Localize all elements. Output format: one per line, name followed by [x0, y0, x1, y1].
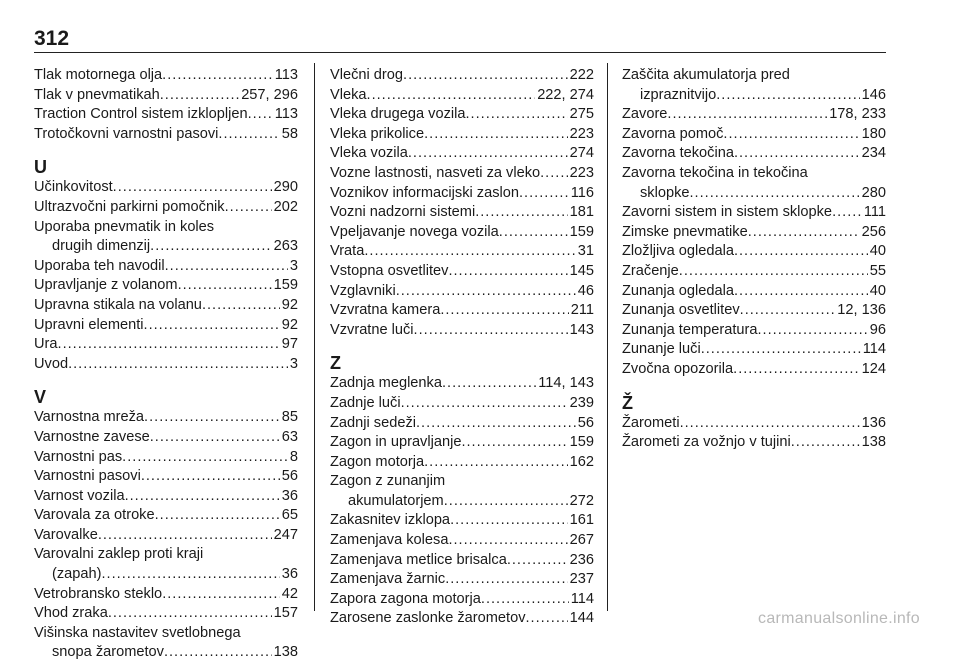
dot-leader [526, 609, 568, 629]
entry-label: Zunanje luči [622, 341, 701, 358]
dot-leader [507, 551, 568, 571]
index-entry [622, 414, 886, 434]
entry-page-numbers: 111 [863, 204, 886, 221]
entry-page-numbers: 92 [281, 296, 298, 313]
dot-leader [667, 105, 827, 125]
entry-page-numbers: 211 [570, 302, 594, 319]
dot-leader [679, 262, 868, 282]
entry-page-numbers: 159 [569, 223, 594, 240]
entry-label: Zunanja temperatura [622, 321, 758, 338]
entry-label: Varnostni pasovi [34, 468, 141, 485]
entry-page-numbers: 40 [869, 282, 886, 299]
entry-page-numbers: 12, 136 [837, 302, 886, 319]
dot-leader [58, 335, 280, 355]
index-entry [34, 296, 298, 316]
entry-label: Vstopna osvetlitev [330, 262, 449, 279]
entry-page-numbers: 40 [869, 243, 886, 260]
entry-label: Zagon motorja [330, 453, 425, 470]
entry-label: Traction Control sistem izklopljen [34, 106, 248, 123]
entry-label: Vleka prikolice [330, 125, 425, 142]
entry-page-numbers: 55 [869, 262, 886, 279]
index-column-2 [330, 66, 594, 629]
entry-page-numbers: 256 [861, 223, 886, 240]
entry-page-numbers: 31 [577, 243, 594, 260]
dot-leader [125, 487, 280, 507]
section-letter: V [34, 387, 47, 408]
index-entry [330, 105, 594, 125]
dot-leader [202, 296, 280, 316]
entry-label: snopa žarometov [52, 644, 164, 661]
header-rule [34, 52, 886, 53]
entry-page-numbers: 272 [569, 492, 594, 509]
dot-leader [734, 144, 860, 164]
index-entry [622, 321, 886, 341]
entry-label: Vleka [330, 86, 367, 103]
entry-page-numbers: 3 [289, 257, 298, 274]
entry-label: Zavorna pomoč [622, 125, 724, 142]
index-entry [622, 86, 886, 106]
dot-leader [450, 511, 568, 531]
index-entry [330, 301, 594, 321]
entry-label: Vzvratna kamera [330, 302, 441, 319]
index-entry [330, 66, 594, 86]
entry-page-numbers: 275 [569, 106, 594, 123]
entry-label: (zapah) [52, 566, 102, 583]
dot-leader [740, 301, 836, 321]
entry-label: Vleka drugega vozila [330, 106, 466, 123]
index-entry [622, 282, 886, 302]
entry-label: drugih dimenzij [52, 238, 151, 255]
entry-page-numbers: 247 [273, 526, 298, 543]
entry-page-numbers: 257, 296 [241, 86, 298, 103]
dot-leader [144, 316, 280, 336]
entry-label: Zavorna tekočina [622, 145, 734, 162]
index-entry [330, 511, 594, 531]
entry-page-numbers: 36 [281, 487, 298, 504]
dot-leader [396, 282, 576, 302]
index-entry [34, 105, 298, 125]
index-entry [330, 374, 594, 394]
dot-leader [113, 178, 272, 198]
entry-label: Zadnji sedeži [330, 414, 416, 431]
entry-label: Vrata [330, 243, 365, 260]
entry-page-numbers: 236 [569, 551, 594, 568]
dot-leader [519, 184, 569, 204]
entry-page-numbers: 146 [861, 86, 886, 103]
index-entry [330, 184, 594, 204]
index-entry [330, 262, 594, 282]
dot-leader [122, 448, 288, 468]
index-entry [330, 492, 594, 512]
index-entry [34, 643, 298, 663]
entry-label: Vozne lastnosti, nasveti za vleko [330, 164, 541, 181]
entry-page-numbers: 114 [570, 590, 594, 607]
dot-leader [540, 164, 568, 184]
index-entry-heading: Uporaba pnevmatik in koles [34, 218, 215, 235]
entry-label: Zadnje luči [330, 394, 401, 411]
entry-label: Žarometi [622, 414, 680, 431]
entry-page-numbers: 3 [289, 355, 298, 372]
index-entry-heading: Višinska nastavitev svetlobnega [34, 624, 241, 641]
dot-leader [832, 203, 862, 223]
index-entry [34, 86, 298, 106]
index-entry [330, 321, 594, 341]
dot-leader [225, 198, 272, 218]
entry-label: Trotočkovni varnostni pasovi [34, 125, 219, 142]
entry-page-numbers: 162 [569, 453, 594, 470]
dot-leader [748, 223, 860, 243]
entry-label: Žarometi za vožnjo v tujini [622, 434, 791, 451]
entry-label: Varnost vozila [34, 487, 125, 504]
entry-label: Zunanja osvetlitev [622, 302, 740, 319]
entry-page-numbers: 56 [281, 468, 298, 485]
index-entry [330, 164, 594, 184]
index-entry [330, 86, 594, 106]
index-entry [34, 467, 298, 487]
index-entry [330, 570, 594, 590]
section-letter: Ž [622, 392, 633, 413]
index-entry [622, 242, 886, 262]
dot-leader [155, 506, 280, 526]
entry-page-numbers: 178, 233 [829, 106, 886, 123]
index-entry [622, 105, 886, 125]
entry-page-numbers: 114, 143 [538, 375, 594, 392]
index-entry [622, 262, 886, 282]
index-entry [34, 428, 298, 448]
index-column-1 [34, 66, 298, 663]
dot-leader [403, 66, 568, 86]
dot-leader [141, 467, 280, 487]
index-entry [330, 609, 594, 629]
entry-page-numbers: 263 [273, 238, 298, 255]
index-entry [622, 433, 886, 453]
dot-leader [150, 237, 271, 257]
entry-label: Zarosene zaslonke žarometov [330, 610, 526, 627]
page-number: 312 [34, 27, 70, 50]
entry-page-numbers: 157 [273, 605, 298, 622]
entry-page-numbers: 267 [569, 532, 594, 549]
entry-page-numbers: 8 [289, 448, 298, 465]
dot-leader [164, 643, 272, 663]
entry-page-numbers: 202 [273, 198, 298, 215]
entry-label: Varnostna mreža [34, 409, 145, 426]
index-entry [34, 237, 298, 257]
index-entry [34, 448, 298, 468]
index-entry [34, 585, 298, 605]
entry-page-numbers: 136 [861, 414, 886, 431]
dot-leader [445, 570, 567, 590]
entry-page-numbers: 223 [569, 125, 594, 142]
index-entry [330, 282, 594, 302]
index-entry [34, 178, 298, 198]
dot-leader [734, 282, 868, 302]
dot-leader [734, 242, 868, 262]
entry-label: Zimske pnevmatike [622, 223, 748, 240]
dot-leader [68, 355, 288, 375]
entry-page-numbers: 138 [273, 644, 298, 661]
dot-leader [218, 125, 279, 145]
dot-leader [791, 433, 860, 453]
dot-leader [248, 105, 273, 125]
entry-page-numbers: 223 [569, 164, 594, 181]
entry-label: Zamenjava žarnic [330, 571, 446, 588]
index-entry [330, 242, 594, 262]
index-entry [34, 198, 298, 218]
entry-page-numbers: 97 [281, 336, 298, 353]
entry-page-numbers: 274 [569, 145, 594, 162]
entry-label: Tlak motornega olja [34, 67, 163, 83]
dot-leader [424, 453, 568, 473]
entry-page-numbers: 159 [569, 434, 594, 451]
index-entry [34, 506, 298, 526]
entry-label: Zapora zagona motorja [330, 590, 481, 607]
entry-page-numbers: 114 [862, 341, 886, 358]
index-entry-heading: Zaščita akumulatorja pred [622, 67, 790, 83]
index-entry [622, 144, 886, 164]
entry-page-numbers: 63 [281, 428, 298, 445]
entry-page-numbers: 145 [569, 262, 594, 279]
index-entry [330, 551, 594, 571]
entry-page-numbers: 222 [569, 67, 594, 83]
dot-leader [448, 262, 567, 282]
dot-leader [101, 565, 279, 585]
entry-label: Vetrobransko steklo [34, 585, 163, 602]
index-entry [330, 125, 594, 145]
index-entry [622, 184, 886, 204]
entry-page-numbers: 65 [281, 507, 298, 524]
entry-page-numbers: 143 [569, 321, 594, 338]
dot-leader [414, 321, 568, 341]
dot-leader [461, 433, 567, 453]
entry-label: Varnostni pas [34, 448, 123, 465]
section-letter: Z [330, 353, 341, 374]
entry-page-numbers: 280 [861, 184, 886, 201]
entry-page-numbers: 234 [861, 145, 886, 162]
dot-leader [178, 276, 272, 296]
index-entry [330, 433, 594, 453]
index-entry [330, 590, 594, 610]
entry-label: Ultrazvočni parkirni pomočnik [34, 198, 225, 215]
entry-label: Zavore [622, 106, 668, 123]
entry-label: Uvod [34, 355, 69, 372]
entry-label: Vhod zraka [34, 605, 108, 622]
entry-label: Zvočna opozorila [622, 360, 734, 377]
index-entry [34, 408, 298, 428]
column-divider [314, 63, 315, 611]
entry-page-numbers: 113 [274, 67, 298, 83]
index-entry [34, 355, 298, 375]
index-entry [34, 526, 298, 546]
entry-page-numbers: 85 [281, 409, 298, 426]
index-entry [34, 125, 298, 145]
index-entry [622, 223, 886, 243]
index-entry [34, 66, 298, 86]
dot-leader [499, 223, 568, 243]
entry-page-numbers: 96 [869, 321, 886, 338]
index-entry [34, 316, 298, 336]
index-entry [622, 125, 886, 145]
dot-leader [144, 408, 280, 428]
index-entry [622, 340, 886, 360]
entry-label: Zunanja ogledala [622, 282, 734, 299]
entry-label: Upravljanje z volanom [34, 277, 178, 294]
index-entry [34, 257, 298, 277]
entry-label: Vpeljavanje novega vozila [330, 223, 499, 240]
dot-leader [757, 321, 867, 341]
index-entry [330, 531, 594, 551]
dot-leader [716, 86, 859, 106]
entry-label: Vlečni drog [330, 67, 404, 83]
dot-leader [689, 184, 859, 204]
dot-leader [701, 340, 861, 360]
index-entry [34, 565, 298, 585]
entry-label: akumulatorjem [348, 492, 444, 509]
dot-leader [162, 585, 280, 605]
dot-leader [165, 257, 288, 277]
entry-label: Upravni elementi [34, 316, 144, 333]
dot-leader [408, 144, 568, 164]
entry-label: Zadnja meglenka [330, 375, 442, 392]
dot-leader [481, 590, 569, 610]
entry-label: Vleka vozila [330, 145, 408, 162]
dot-leader [424, 125, 568, 145]
entry-label: Varnostne zavese [34, 428, 150, 445]
index-entry [330, 394, 594, 414]
section-letter: U [34, 157, 47, 178]
entry-label: Učinkovitost [34, 179, 113, 196]
dot-leader [723, 125, 859, 145]
entry-label: Zamenjava kolesa [330, 532, 449, 549]
entry-label: Varovalke [34, 526, 98, 543]
entry-page-numbers: 113 [274, 106, 298, 123]
entry-label: Ura [34, 336, 58, 353]
dot-leader [475, 203, 567, 223]
entry-page-numbers: 161 [569, 512, 594, 529]
dot-leader [733, 360, 860, 380]
dot-leader [465, 105, 567, 125]
entry-label: Vzvratne luči [330, 321, 414, 338]
entry-page-numbers: 239 [569, 394, 594, 411]
entry-label: Upravna stikala na volanu [34, 296, 202, 313]
entry-label: Vozni nadzorni sistemi [330, 204, 476, 221]
index-entry-heading: Zavorna tekočina in tekočina [622, 164, 808, 181]
dot-leader [367, 86, 536, 106]
index-entry [34, 335, 298, 355]
entry-label: Voznikov informacijski zaslon [330, 184, 519, 201]
entry-label: Vzglavniki [330, 282, 396, 299]
index-entry [330, 223, 594, 243]
dot-leader [416, 414, 576, 434]
dot-leader [108, 604, 272, 624]
dot-leader [442, 374, 536, 394]
index-entry [330, 414, 594, 434]
dot-leader [401, 394, 568, 414]
index-entry-heading: Zagon z zunanjim [330, 473, 446, 490]
entry-page-numbers: 42 [281, 585, 298, 602]
dot-leader [444, 492, 568, 512]
entry-page-numbers: 290 [273, 179, 298, 196]
watermark: carmanualsonline.info [758, 610, 920, 627]
dot-leader [160, 86, 239, 106]
entry-page-numbers: 180 [861, 125, 886, 142]
entry-page-numbers: 138 [861, 434, 886, 451]
entry-label: Uporaba teh navodil [34, 257, 165, 274]
entry-page-numbers: 159 [273, 277, 298, 294]
entry-label: Zagon in upravljanje [330, 434, 462, 451]
index-entry [34, 604, 298, 624]
entry-page-numbers: 237 [569, 571, 594, 588]
entry-page-numbers: 116 [570, 184, 594, 201]
entry-page-numbers: 222, 274 [537, 86, 594, 103]
index-column-3 [622, 66, 886, 453]
index-entry [622, 203, 886, 223]
dot-leader [440, 301, 568, 321]
dot-leader [98, 526, 272, 546]
entry-label: Zamenjava metlice brisalca [330, 551, 507, 568]
entry-page-numbers: 36 [281, 566, 298, 583]
index-entry [330, 453, 594, 473]
entry-page-numbers: 181 [569, 204, 594, 221]
dot-leader [680, 414, 860, 434]
column-divider [607, 63, 608, 611]
index-entry [34, 276, 298, 296]
index-entry-heading: Varovalni zaklep proti kraji [34, 546, 204, 563]
dot-leader [162, 66, 273, 86]
entry-page-numbers: 92 [281, 316, 298, 333]
entry-label: izpraznitvijo [640, 86, 717, 103]
index-entry [34, 487, 298, 507]
index-entry [622, 360, 886, 380]
index-entry [330, 144, 594, 164]
entry-label: Zračenje [622, 262, 679, 279]
entry-page-numbers: 56 [577, 414, 594, 431]
entry-page-numbers: 58 [281, 125, 298, 142]
entry-label: Zakasnitev izklopa [330, 512, 451, 529]
entry-label: Zavorni sistem in sistem sklopke [622, 204, 833, 221]
entry-label: Varovala za otroke [34, 507, 155, 524]
dot-leader [150, 428, 280, 448]
index-entry [622, 301, 886, 321]
entry-page-numbers: 124 [861, 360, 886, 377]
entry-page-numbers: 144 [569, 610, 594, 627]
dot-leader [364, 242, 575, 262]
dot-leader [448, 531, 567, 551]
index-entry [330, 203, 594, 223]
entry-label: Zložljiva ogledala [622, 243, 734, 260]
entry-label: sklopke [640, 184, 690, 201]
entry-label: Tlak v pnevmatikah [34, 86, 160, 103]
entry-page-numbers: 46 [577, 282, 594, 299]
